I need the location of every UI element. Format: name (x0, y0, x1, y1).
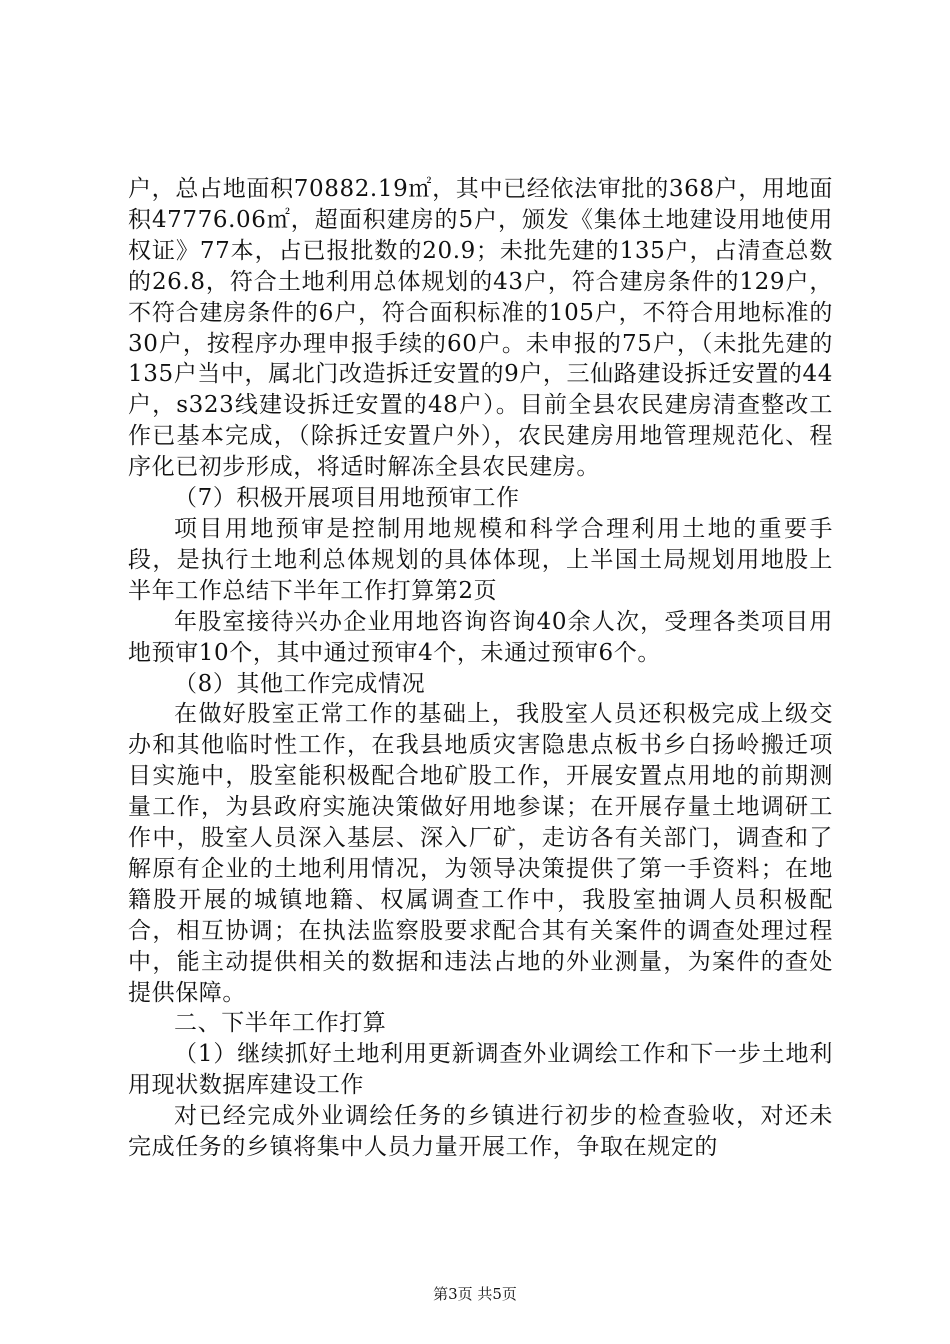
paragraph-other-work: 在做好股室正常工作的基础上，我股室人员还积极完成上级交办和其他临时性工作，在我县地质灾害隐患点板书乡白扬岭搬迁项目实施中，股室能积极配合地矿股工作，开展安置点用地的前期测量工作，为县政府实施决策做好用地参谋；在开展存量土地调研工作中，股室人员深入基层、深入厂矿，走访各有关部门，调查和了解原有企业的土地利用情况，为领导决策提供了第一手资料；在地籍股开展的城镇地籍、权属调查工作中，我股室抽调人员积极配合，相互协调；在执法监察股要求配合其有关案件的调查处理过程中，能主动提供相关的数据和违法占地的外业测量，为案件的查处提供保障。 (128, 701, 833, 1006)
paragraph-inspection-acceptance: 对已经完成外业调绘任务的乡镇进行初步的检查验收，对还未完成任务的乡镇将集中人员力量开展工作，争取在规定的 (128, 1103, 833, 1161)
heading-land-survey-continuation: （1）继续抓好土地利用更新调查外业调绘工作和下一步土地利用现状数据库建设工作 (128, 1041, 833, 1099)
heading-other-work: （8）其他工作完成情况 (174, 670, 426, 697)
paragraph-pre-review-results: 年股室接待兴办企业用地咨询咨询40余人次，受理各类项目用地预审10个，其中通过预审4个，未通过预审6个。 (128, 608, 833, 666)
document-body (128, 174, 833, 1163)
heading-project-land-pre-review: （7）积极开展项目用地预审工作 (174, 485, 520, 512)
page-footer: 第3页 共5页 (433, 1285, 517, 1303)
paragraph-pre-review-intro: 项目用地预审是控制用地规模和科学合理利用土地的重要手段，是执行土地利总体规划的具体体现，上半国土局规划用地股上半年工作总结下半年工作打算第2页 (128, 515, 833, 604)
heading-second-half-plan: 二、下半年工作打算 (174, 1010, 387, 1037)
paragraph-statistics: 户，总占地面积70882.19㎡，其中已经依法审批的368户，用地面积47776.06㎡，超面积建房的5户，颁发《集体土地建设用地使用权证》77本，占已报批数的20.9；未批先建的135户，占清查总数的26.8，符合土地利用总体规划的43户，符合建房条件的129户，不符合建房条件的6户，符合面积标准的105户，不符合用地标准的30户，按程序办理申报手续的60户。未申报的75户，（未批先建的135户当中，属北门改造拆迁安置的9户，三仙路建设拆迁安置的44户，s323线建设拆迁安置的48户）。目前全县农民建房清查整改工作已基本完成，（除拆迁安置户外），农民建房用地管理规范化、程序化已初步形成，将适时解冻全县农民建房。 (128, 176, 833, 481)
